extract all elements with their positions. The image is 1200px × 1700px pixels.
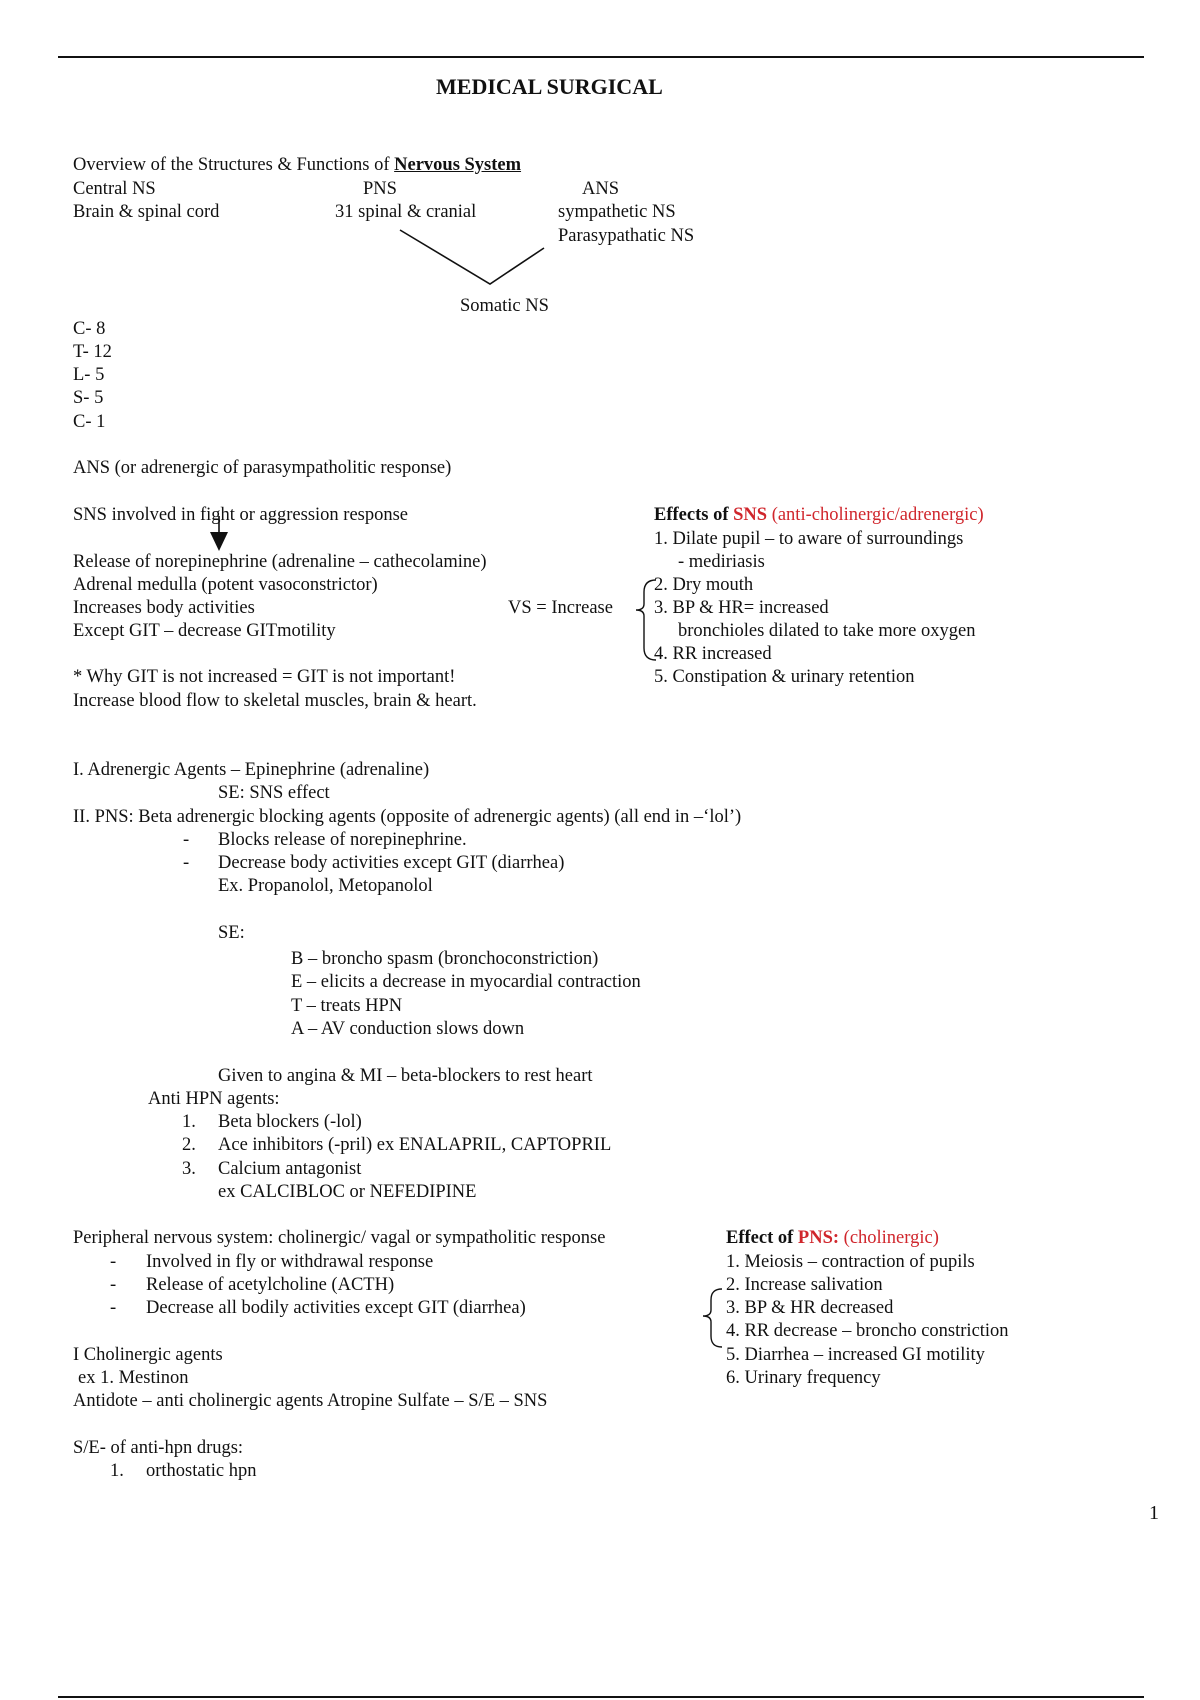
- spinal-count-sacral: S- 5: [73, 388, 104, 408]
- beta-a: A – AV conduction slows down: [291, 1019, 525, 1039]
- adrenergic-se: SE: SNS effect: [218, 783, 330, 803]
- ans-response-line: ANS (or adrenergic of parasympatholitic response): [73, 458, 452, 478]
- beta-b: B – broncho spasm (bronchoconstriction): [291, 949, 599, 969]
- anti-hpn-se-heading: S/E- of anti-hpn drugs:: [73, 1438, 244, 1458]
- agent-1: Beta blockers (-lol): [218, 1112, 362, 1132]
- sns-involved: SNS involved in fight or aggression response: [73, 505, 409, 525]
- effects-pns-item-4: 4. RR decrease – broncho constriction: [726, 1321, 1009, 1341]
- effects-sns-item-5: 5. Constipation & urinary retention: [654, 667, 915, 687]
- adrenergic-example: Ex. Propanolol, Metopanolol: [218, 876, 433, 896]
- effects-sns-heading: [654, 504, 984, 527]
- effects-pns-heading: [726, 1227, 939, 1250]
- effects-pns-item-1: 1. Meiosis – contraction of pupils: [726, 1252, 975, 1272]
- effects-pns-head-paren: (cholinergic): [843, 1228, 939, 1248]
- effects-pns-head-pns: PNS:: [797, 1228, 840, 1248]
- ans-sub-sympathetic: sympathetic NS: [558, 202, 676, 222]
- anti-hpn-heading: Anti HPN agents:: [148, 1089, 280, 1109]
- bullet-dash: -: [183, 830, 190, 850]
- overview-intro: Overview of the Structures & Functions of: [73, 155, 395, 175]
- antidote: Antidote – anti cholinergic agents Atropine Sulfate – S/E – SNS: [73, 1391, 548, 1411]
- effects-sns-item-3b: bronchioles dilated to take more oxygen: [678, 621, 976, 641]
- effects-pns-item-5: 5. Diarrhea – increased GI motility: [726, 1345, 985, 1365]
- agent-3: Calcium antagonist: [218, 1159, 362, 1179]
- why-git: * Why GIT is not increased = GIT is not important!: [73, 667, 456, 687]
- spinal-count-thoracic: T- 12: [73, 342, 112, 362]
- bullet-dash: -: [110, 1298, 117, 1318]
- pns-sub: 31 spinal & cranial: [335, 202, 477, 222]
- agent-num-3: 3.: [182, 1159, 196, 1179]
- peripheral-heading: Peripheral nervous system: cholinergic/ vagal or sympatholitic response: [73, 1228, 606, 1248]
- spinal-count-lumbar: L- 5: [73, 365, 105, 385]
- effects-pns-item-3: 3. BP & HR decreased: [726, 1298, 894, 1318]
- pns-heading: PNS: [363, 179, 397, 199]
- peripheral-bullet-1: Involved in fly or withdrawal response: [146, 1252, 434, 1272]
- calcium-example: ex CALCIBLOC or NEFEDIPINE: [218, 1182, 477, 1202]
- effects-sns-head-black: Effects of: [654, 505, 734, 525]
- effects-pns-item-2: 2. Increase salivation: [726, 1275, 883, 1295]
- adrenergic-bullet-1: Blocks release of norepinephrine.: [218, 830, 467, 850]
- peripheral-bullet-2: Release of acetylcholine (ACTH): [146, 1275, 395, 1295]
- agent-num-2: 2.: [182, 1135, 196, 1155]
- given-angina: Given to angina & MI – beta-blockers to rest heart: [218, 1066, 593, 1086]
- page-number: 1: [1149, 1502, 1159, 1524]
- sns-line-1: Release of norepinephrine (adrenaline – cathecolamine): [73, 552, 487, 572]
- effects-sns-item-3: 3. BP & HR= increased: [654, 598, 829, 618]
- ans-heading: ANS: [582, 179, 620, 199]
- effects-sns-head-sns: SNS: [733, 505, 768, 525]
- effects-sns-item-4: 4. RR increased: [654, 644, 772, 664]
- central-ns-heading: Central NS: [73, 179, 156, 199]
- somatic-connector-line: [400, 230, 544, 284]
- effects-sns-item-1b: - mediriasis: [678, 552, 765, 572]
- anti-hpn-se-item: orthostatic hpn: [146, 1461, 257, 1481]
- overview-topic: Nervous System: [394, 155, 522, 175]
- adrenergic-line-2: II. PNS: Beta adrenergic blocking agents (opposite of adrenergic agents) (all end in –‘lol’): [73, 807, 742, 827]
- mestinon: ex 1. Mestinon: [78, 1368, 189, 1388]
- cholinergic-agents: I Cholinergic agents: [73, 1345, 223, 1365]
- adrenergic-bullet-2: Decrease body activities except GIT (diarrhea): [218, 853, 565, 873]
- left-brace-sns-icon: [636, 580, 656, 660]
- anti-hpn-se-num: 1.: [110, 1461, 124, 1481]
- somatic-ns: Somatic NS: [460, 296, 549, 316]
- vs-increase: VS = Increase: [508, 598, 613, 618]
- adrenergic-line-1: I. Adrenergic Agents – Epinephrine (adrenaline): [73, 760, 430, 780]
- effects-pns-head-black: Effect of: [726, 1228, 798, 1248]
- effects-pns-item-6: 6. Urinary frequency: [726, 1368, 881, 1388]
- page-title: MEDICAL SURGICAL: [436, 74, 663, 99]
- spinal-count-coccygeal: C- 1: [73, 412, 106, 432]
- arrow-down-icon: [210, 532, 228, 551]
- peripheral-bullet-3: Decrease all bodily activities except GIT (diarrhea): [146, 1298, 526, 1318]
- central-ns-sub: Brain & spinal cord: [73, 202, 220, 222]
- agent-2: Ace inhibitors (-pril) ex ENALAPRIL, CAPTOPRIL: [218, 1135, 612, 1155]
- adrenergic-se-label: SE:: [218, 923, 245, 943]
- sns-line-3: Increases body activities: [73, 598, 255, 618]
- spinal-count-cervical: C- 8: [73, 319, 106, 339]
- bullet-dash: -: [183, 853, 190, 873]
- agent-num-1: 1.: [182, 1112, 196, 1132]
- bullet-dash: -: [110, 1275, 117, 1295]
- effects-sns-item-2: 2. Dry mouth: [654, 575, 754, 595]
- blood-flow: Increase blood flow to skeletal muscles, brain & heart.: [73, 691, 477, 711]
- beta-t: T – treats HPN: [291, 996, 403, 1016]
- bullet-dash: -: [110, 1252, 117, 1272]
- sns-line-2: Adrenal medulla (potent vasoconstrictor): [73, 575, 378, 595]
- ans-sub-parasympathetic: Parasypathatic NS: [558, 226, 695, 246]
- left-brace-pns-icon: [703, 1289, 722, 1347]
- effects-sns-head-paren: (anti-cholinergic/adrenergic): [771, 505, 984, 525]
- beta-e: E – elicits a decrease in myocardial contraction: [291, 972, 641, 992]
- effects-sns-item-1: 1. Dilate pupil – to aware of surroundings: [654, 529, 964, 549]
- sns-line-4: Except GIT – decrease GITmotility: [73, 621, 336, 641]
